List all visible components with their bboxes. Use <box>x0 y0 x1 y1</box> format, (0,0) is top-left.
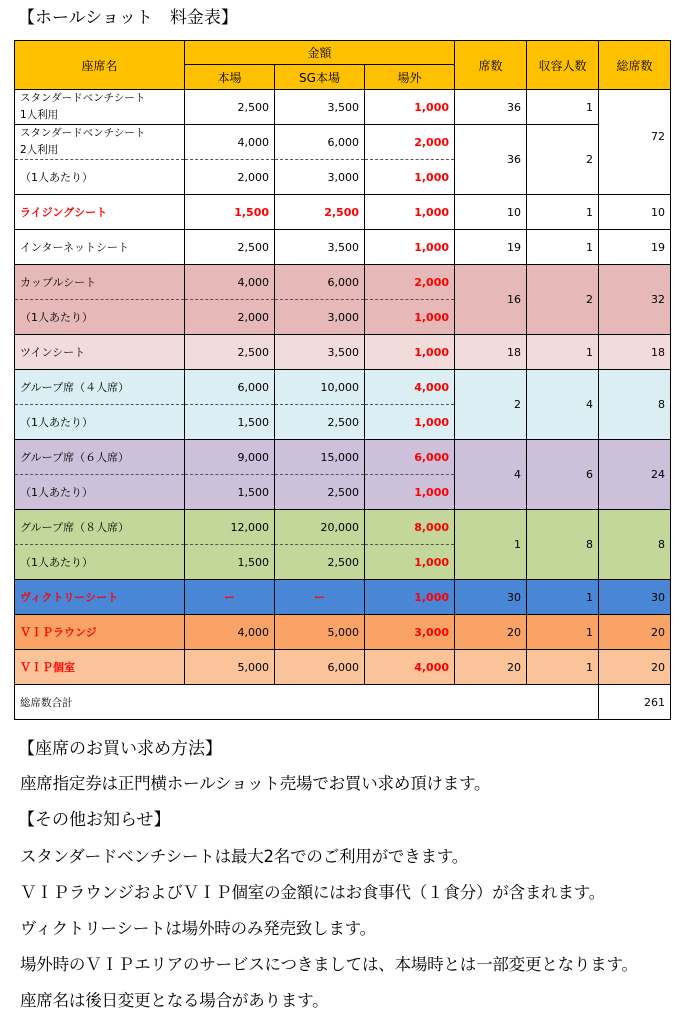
note-vip-meal: ＶＩＰラウンジおよびＶＩＰ個室の金額にはお食事代（１食分）が含まれます。 <box>20 883 606 902</box>
price-honjo: 2,000 <box>185 160 275 195</box>
price-honjo: 2,500 <box>185 90 275 125</box>
total-seats: 19 <box>599 230 671 265</box>
price-honjo: 4,000 <box>185 615 275 650</box>
other-heading: 【その他お知らせ】 <box>18 810 171 830</box>
capacity: 1 <box>527 195 599 230</box>
price-sg: 15,000 <box>275 440 365 475</box>
price-sg: 2,500 <box>275 195 365 230</box>
price-jogai: 2,000 <box>365 125 455 160</box>
seat-name: （1人あたり） <box>15 160 185 195</box>
price-table <box>14 40 671 720</box>
price-honjo: 9,000 <box>185 440 275 475</box>
price-honjo: 1,500 <box>185 405 275 440</box>
capacity: 1 <box>527 650 599 685</box>
seat-name: グループ席（６人席） <box>15 440 185 475</box>
seat-name: スタンダードベンチシート <box>20 92 146 104</box>
price-jogai: 1,000 <box>365 335 455 370</box>
header-price: 金額 <box>185 41 455 65</box>
price-jogai: 8,000 <box>365 510 455 545</box>
price-sg: 5,000 <box>275 615 365 650</box>
seat-name: （1人あたり） <box>15 405 185 440</box>
price-honjo: 1,500 <box>185 475 275 510</box>
price-honjo: 12,000 <box>185 510 275 545</box>
seat-name: （1人あたり） <box>15 300 185 335</box>
price-sg: 2,500 <box>275 405 365 440</box>
price-honjo: ー <box>185 580 275 615</box>
grand-total-value: 261 <box>599 685 671 720</box>
price-honjo: 5,000 <box>185 650 275 685</box>
grand-total-label: 総席数合計 <box>15 685 599 720</box>
capacity: 4 <box>527 370 599 440</box>
price-jogai: 2,000 <box>365 265 455 300</box>
purchase-text: 座席指定券は正門横ホールショット売場でお買い求め頂けます。 <box>20 774 491 793</box>
price-sg: 20,000 <box>275 510 365 545</box>
seat-count: 36 <box>455 90 527 125</box>
table-row-group-6 <box>15 440 671 475</box>
header-seats: 席数 <box>455 41 527 90</box>
seat-count: 30 <box>455 580 527 615</box>
price-sg: 2,500 <box>275 475 365 510</box>
price-honjo: 4,000 <box>185 125 275 160</box>
capacity: 2 <box>527 265 599 335</box>
table-row-rising <box>15 195 671 230</box>
price-honjo: 2,000 <box>185 300 275 335</box>
price-sg: 3,500 <box>275 335 365 370</box>
header-total: 総席数 <box>599 41 671 90</box>
total-seats: 8 <box>599 370 671 440</box>
table-row-victory <box>15 580 671 615</box>
total-seats: 32 <box>599 265 671 335</box>
seat-count: 10 <box>455 195 527 230</box>
price-jogai: 1,000 <box>365 160 455 195</box>
capacity: 1 <box>527 335 599 370</box>
table-row-standard-1 <box>15 90 671 125</box>
price-jogai: 1,000 <box>365 90 455 125</box>
seat-name: ＶＩＰラウンジ <box>15 615 185 650</box>
note-victory: ヴィクトリーシートは場外時のみ発売致します。 <box>20 919 376 938</box>
seat-count: 36 <box>455 125 527 195</box>
price-jogai: 1,000 <box>365 405 455 440</box>
table-row-twin <box>15 335 671 370</box>
header-capacity: 収容人数 <box>527 41 599 90</box>
seat-name: スタンダードベンチシート <box>20 127 146 139</box>
total-seats: 30 <box>599 580 671 615</box>
seat-name: ＶＩＰ個室 <box>15 650 185 685</box>
price-sg: 6,000 <box>275 125 365 160</box>
seat-count: 16 <box>455 265 527 335</box>
price-sg: 3,000 <box>275 300 365 335</box>
price-jogai: 1,000 <box>365 230 455 265</box>
seat-name: グループ席（４人席） <box>15 370 185 405</box>
seat-count: 20 <box>455 615 527 650</box>
price-sg: 2,500 <box>275 545 365 580</box>
price-jogai: 1,000 <box>365 195 455 230</box>
total-seats: 8 <box>599 510 671 580</box>
table-row-internet <box>15 230 671 265</box>
capacity: 1 <box>527 90 599 125</box>
note-vip-service: 場外時のＶＩＰエリアのサービスにつきましては、本場時とは一部変更となります。 <box>20 955 638 974</box>
price-sg: 6,000 <box>275 265 365 300</box>
price-jogai: 4,000 <box>365 650 455 685</box>
seat-name: ツインシート <box>15 335 185 370</box>
note-standard-bench: スタンダードベンチシートは最大2名でのご利用ができます。 <box>20 847 469 866</box>
seat-name: （1人あたり） <box>15 545 185 580</box>
price-honjo: 4,000 <box>185 265 275 300</box>
seat-name: ヴィクトリーシート <box>15 580 185 615</box>
table-row-standard-2 <box>15 125 671 160</box>
seat-name-cell <box>15 125 185 160</box>
header-jogai: 場外 <box>365 65 455 90</box>
capacity: 8 <box>527 510 599 580</box>
table-row-vip-private <box>15 650 671 685</box>
seat-name-sub: 2人利用 <box>20 144 59 156</box>
total-seats: 20 <box>599 615 671 650</box>
price-jogai: 4,000 <box>365 370 455 405</box>
total-seats: 24 <box>599 440 671 510</box>
header-sg: SG本場 <box>275 65 365 90</box>
price-jogai: 3,000 <box>365 615 455 650</box>
price-sg: 3,500 <box>275 90 365 125</box>
capacity: 1 <box>527 230 599 265</box>
table-row-couple <box>15 265 671 300</box>
seat-name: インターネットシート <box>15 230 185 265</box>
note-seat-name-change: 座席名は後日変更となる場合があります。 <box>20 991 329 1010</box>
seat-name: （1人あたり） <box>15 475 185 510</box>
seat-count: 18 <box>455 335 527 370</box>
price-honjo: 1,500 <box>185 195 275 230</box>
capacity: 1 <box>527 580 599 615</box>
total-seats: 72 <box>599 90 671 195</box>
total-seats: 18 <box>599 335 671 370</box>
capacity: 2 <box>527 125 599 195</box>
table-row-group-4 <box>15 370 671 405</box>
seat-name-cell <box>15 90 185 125</box>
price-honjo: 2,500 <box>185 230 275 265</box>
capacity: 1 <box>527 615 599 650</box>
capacity: 6 <box>527 440 599 510</box>
seat-name: ライジングシート <box>15 195 185 230</box>
page-title: 【ホールショット 料金表】 <box>18 8 238 28</box>
seat-name-sub: 1人利用 <box>20 109 59 121</box>
price-honjo: 1,500 <box>185 545 275 580</box>
price-sg: 3,500 <box>275 230 365 265</box>
table-row-vip-lounge <box>15 615 671 650</box>
price-jogai: 1,000 <box>365 475 455 510</box>
price-sg: 6,000 <box>275 650 365 685</box>
seat-count: 1 <box>455 510 527 580</box>
price-sg: 10,000 <box>275 370 365 405</box>
total-seats: 10 <box>599 195 671 230</box>
header-seat-name: 座席名 <box>15 41 185 90</box>
price-honjo: 6,000 <box>185 370 275 405</box>
price-jogai: 6,000 <box>365 440 455 475</box>
seat-name: カップルシート <box>15 265 185 300</box>
seat-count: 20 <box>455 650 527 685</box>
price-jogai: 1,000 <box>365 300 455 335</box>
seat-count: 2 <box>455 370 527 440</box>
table-row-group-8 <box>15 510 671 545</box>
price-jogai: 1,000 <box>365 545 455 580</box>
header-honjo: 本場 <box>185 65 275 90</box>
price-jogai: 1,000 <box>365 580 455 615</box>
price-honjo: 2,500 <box>185 335 275 370</box>
seat-count: 19 <box>455 230 527 265</box>
seat-name: グループ席（８人席） <box>15 510 185 545</box>
price-sg: 3,000 <box>275 160 365 195</box>
seat-count: 4 <box>455 440 527 510</box>
total-seats: 20 <box>599 650 671 685</box>
purchase-heading: 【座席のお買い求め方法】 <box>18 739 222 759</box>
price-sg: ー <box>275 580 365 615</box>
table-row-grand-total <box>15 685 671 720</box>
